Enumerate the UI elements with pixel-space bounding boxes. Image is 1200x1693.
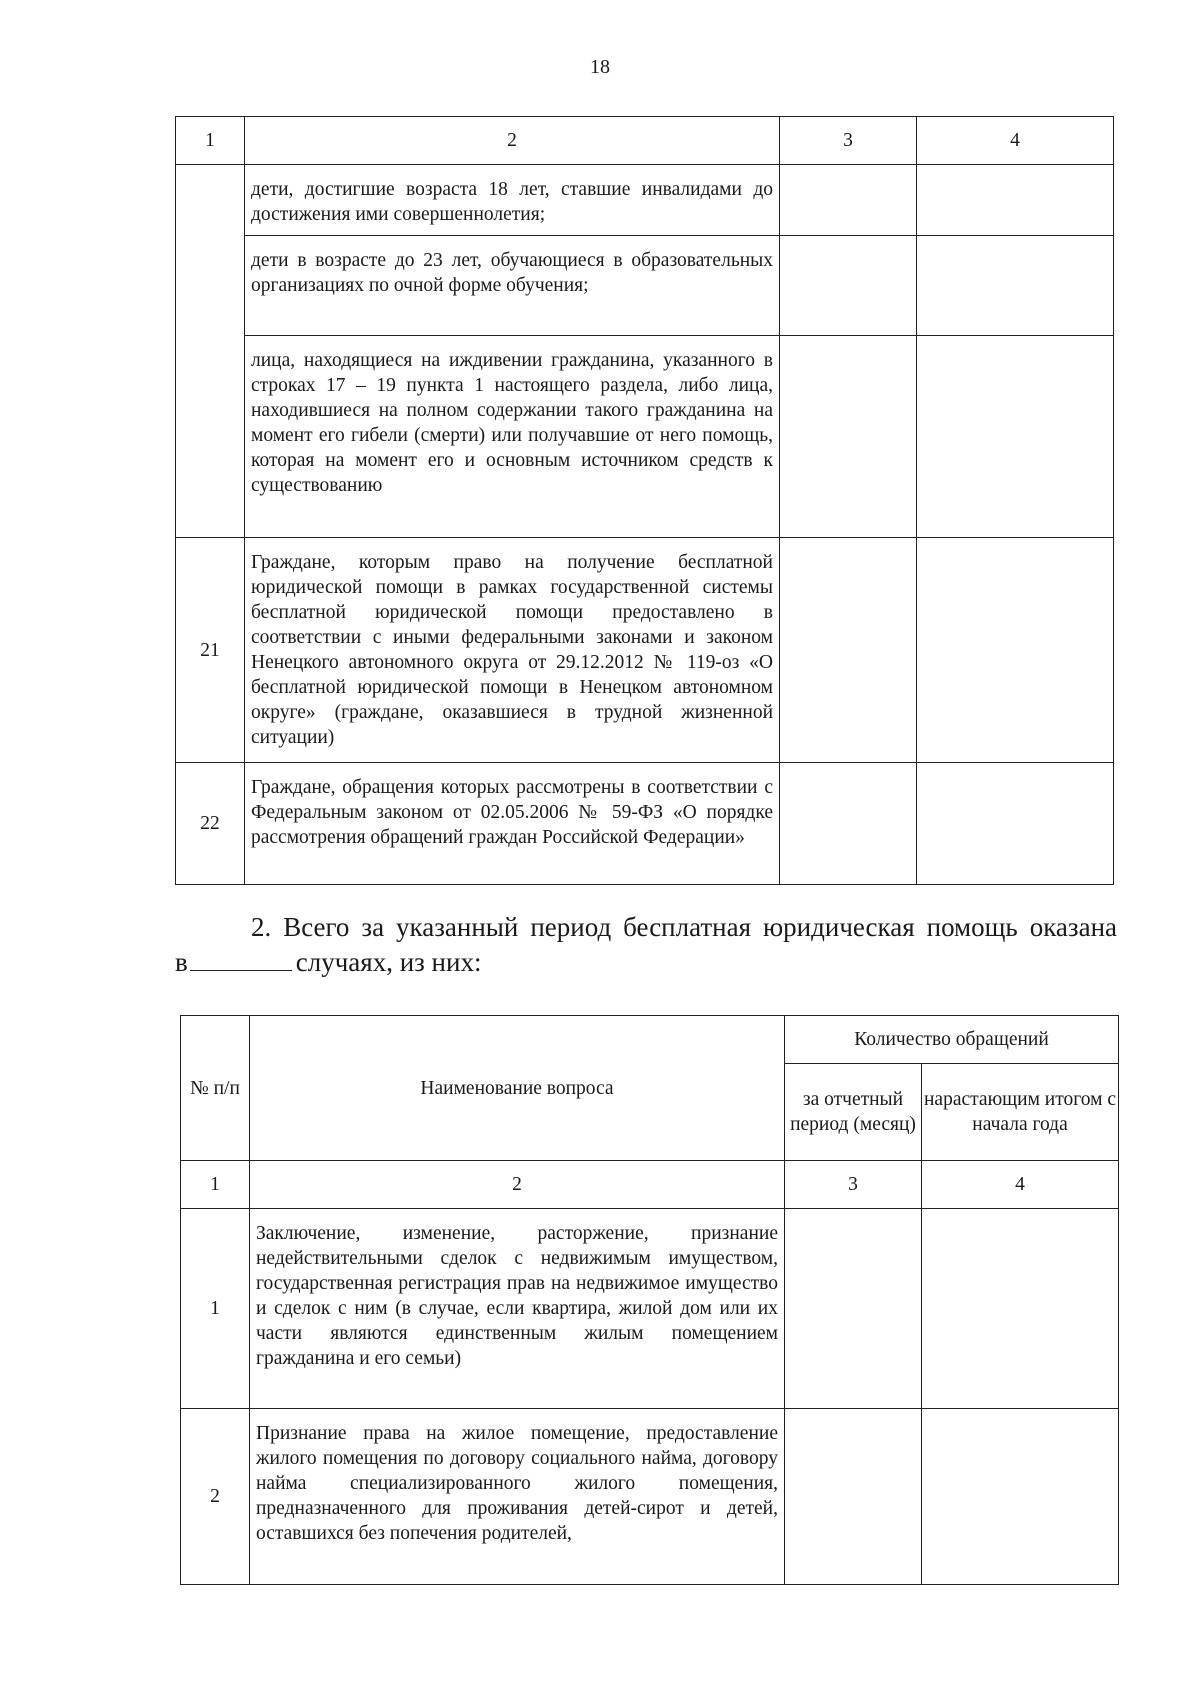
header-total-cell: нарастающим итогом с начала года bbox=[922, 1064, 1119, 1161]
row-number-cell: 22 bbox=[176, 763, 245, 885]
section-2-line: 2. Всего за указанный период бесплатная юридическая помощь оказана bbox=[251, 912, 1117, 942]
table-header-row bbox=[181, 1161, 1119, 1209]
table-row bbox=[181, 1209, 1119, 1409]
column-number-cell: 1 bbox=[181, 1161, 250, 1209]
row-text-cell: Заключение, изменение, расторжение, признание недействительными сделок с недвижимым имуществом, государственная регистрация прав на недвижимое имущество и сделок с ним (в случае, если квартира, жилой дом или их части являются единственным жилым помещением гражданина и его семьи) bbox=[250, 1209, 785, 1409]
period-count-cell bbox=[780, 538, 917, 763]
period-count-cell bbox=[785, 1409, 922, 1585]
total-count-cell bbox=[922, 1409, 1119, 1585]
column-number-cell: 2 bbox=[245, 117, 780, 165]
page-number: 18 bbox=[590, 56, 610, 78]
table-row bbox=[176, 336, 1114, 538]
table-row bbox=[176, 763, 1114, 885]
total-count-cell bbox=[917, 165, 1114, 236]
period-count-cell bbox=[780, 165, 917, 236]
column-number-cell: 3 bbox=[785, 1161, 922, 1209]
table-header-row bbox=[181, 1016, 1119, 1064]
row-text-cell: дети, достигшие возраста 18 лет, ставшие инвалидами до достижения ими совершеннолетия; bbox=[245, 165, 780, 236]
beneficiaries-table bbox=[175, 116, 1114, 885]
row-number-cell: 2 bbox=[181, 1409, 250, 1585]
table-row bbox=[176, 538, 1114, 763]
requests-table bbox=[180, 1015, 1119, 1585]
row-number-cell: 21 bbox=[176, 538, 245, 763]
header-period-cell: за отчетный период (месяц) bbox=[785, 1064, 922, 1161]
period-count-cell bbox=[785, 1209, 922, 1409]
total-count-cell bbox=[922, 1209, 1119, 1409]
section-2-suffix: случаях, из них: bbox=[295, 947, 482, 977]
header-number-cell: № п/п bbox=[181, 1016, 250, 1161]
section-2-paragraph bbox=[175, 910, 1117, 980]
period-count-cell bbox=[780, 763, 917, 885]
period-count-cell bbox=[780, 236, 917, 336]
total-count-cell bbox=[917, 763, 1114, 885]
table-row bbox=[176, 165, 1114, 236]
row-text-cell: Признание права на жилое помещение, предоставление жилого помещения по договору социального найма, договору найма специализированного жилого помещения, предназначенного для проживания детей-сирот и детей, оставшихся без попечения родителей, bbox=[250, 1409, 785, 1585]
section-2-prefix: в bbox=[175, 947, 188, 977]
column-number-cell: 4 bbox=[917, 117, 1114, 165]
row-text-cell: лица, находящиеся на иждивении гражданина, указанного в строках 17 – 19 пункта 1 настоящего раздела, либо лица, находившиеся на полном содержании такого гражданина на момент его гибели (смерти) или получавшие от него помощь, которая на момент его и основным источником средств к существованию bbox=[245, 336, 780, 538]
row-text-cell: Граждане, обращения которых рассмотрены в соответствии с Федеральным законом от 02.05.2006 № 59-ФЗ «О порядке рассмотрения обращений граждан Российской Федерации» bbox=[245, 763, 780, 885]
column-number-cell: 2 bbox=[250, 1161, 785, 1209]
table-row bbox=[181, 1409, 1119, 1585]
header-count-cell: Количество обращений bbox=[785, 1016, 1119, 1064]
total-count-cell bbox=[917, 538, 1114, 763]
header-question-cell: Наименование вопроса bbox=[250, 1016, 785, 1161]
period-count-cell bbox=[780, 336, 917, 538]
column-number-cell: 1 bbox=[176, 117, 245, 165]
table-header-row bbox=[176, 117, 1114, 165]
row-text-cell: дети в возрасте до 23 лет, обучающиеся в образовательных организациях по очной форме обучения; bbox=[245, 236, 780, 336]
table-row bbox=[176, 236, 1114, 336]
row-number-cell: 1 bbox=[181, 1209, 250, 1409]
total-count-cell bbox=[917, 336, 1114, 538]
column-number-cell: 4 bbox=[922, 1161, 1119, 1209]
count-blank-field bbox=[190, 948, 292, 971]
row-number-cell bbox=[176, 165, 245, 538]
row-text-cell: Граждане, которым право на получение бесплатной юридической помощи в рамках государственной системы бесплатной юридической помощи предоставлено в соответствии с иными федеральными законами и законом Ненецкого автономного округа от 29.12.2012 № 119-оз «О бесплатной юридической помощи в Ненецком автономном округе» (граждане, оказавшиеся в трудной жизненной ситуации) bbox=[245, 538, 780, 763]
column-number-cell: 3 bbox=[780, 117, 917, 165]
total-count-cell bbox=[917, 236, 1114, 336]
